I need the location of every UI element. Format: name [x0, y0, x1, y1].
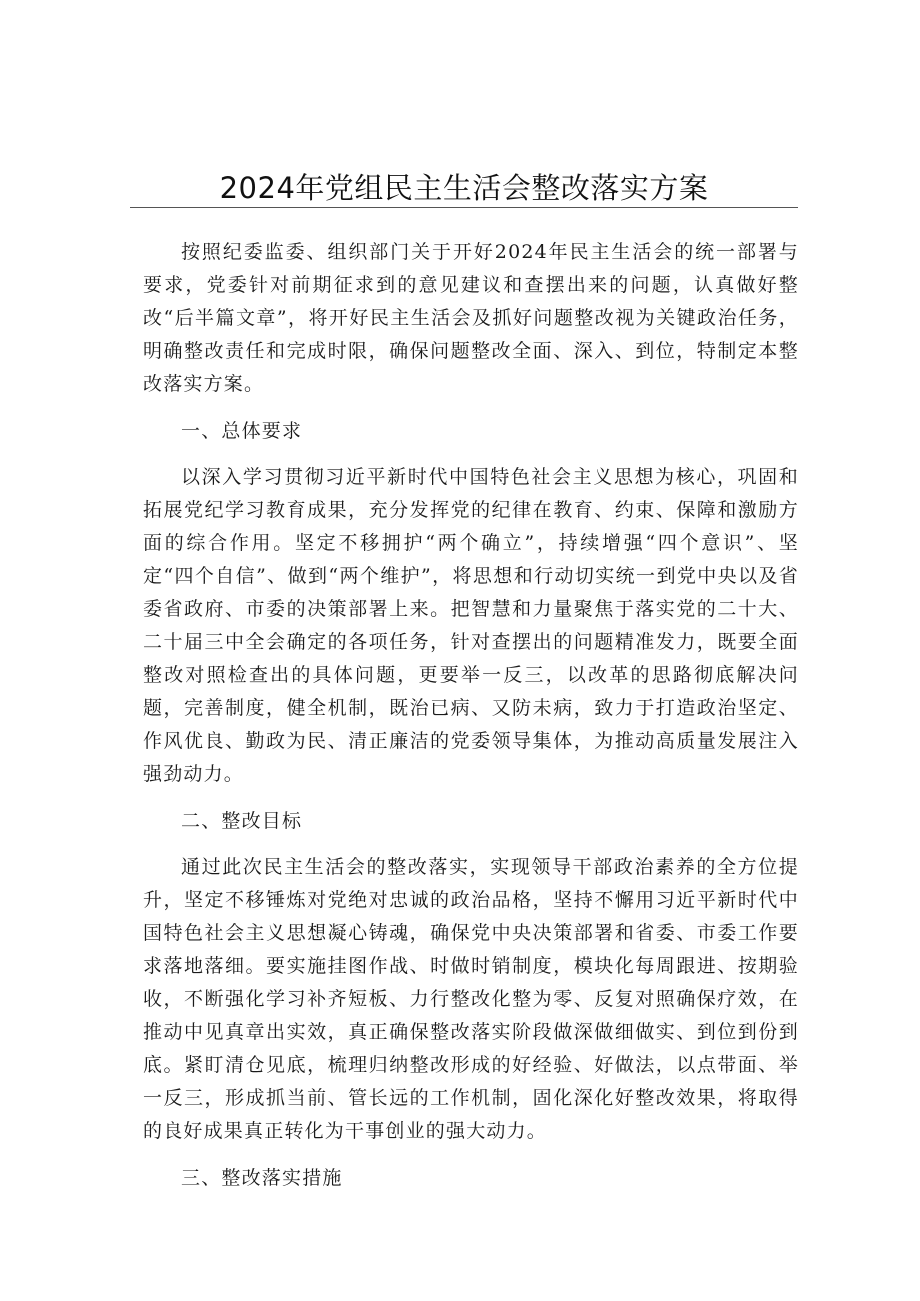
paragraph-spacer — [143, 1148, 799, 1162]
overall-requirements-paragraph: 以深入学习贯彻习近平新时代中国特色社会主义思想为核心，巩固和拓展党纪学习教育成果，充分发挥党的纪律在教育、约束、保障和激励方面的综合作用。坚定不移拥护“两个确立”，持续增强“四个意识”、坚定“四个自信”、做到“两个维护”，将思想和行动切实统一到党中央以及省委省政府、市委的决策部署上来。把智慧和力量聚焦于落实党的二十大、二十届三中全会确定的各项任务，针对查摆出的问题精准发力，既要全面整改对照检查出的具体问题，更要举一反三，以改革的思路彻底解决问题，完善制度，健全机制，既治已病、又防未病，致力于打造政治坚定、作风优良、勤政为民、清正廉洁的党委领导集体，为推动高质量发展注入强劲动力。 — [143, 466, 799, 785]
intro-paragraph: 按照纪委监委、组织部门关于开好2024年民主生活会的统一部署与要求，党委针对前期征求到的意见建议和查摆出来的问题，认真做好整改“后半篇文章”，将开好民主生活会及抓好问题整改视为关键政治任务，明确整改责任和完成时限，确保问题整改全面、深入、到位，特制定本整改落实方案。 — [143, 241, 799, 395]
title-underline — [130, 207, 798, 208]
document-title: 2024年党组民主生活会整改落实方案 — [219, 171, 709, 205]
section-heading-overall-requirements: 一、总体要求 — [181, 420, 303, 442]
paragraph-spacer — [143, 401, 799, 415]
heading-spacer — [143, 838, 799, 851]
rectification-goals-paragraph: 通过此次民主生活会的整改落实，实现领导干部政治素养的全方位提升，坚定不移锤炼对党绝对忠诚的政治品格，坚持不懈用习近平新时代中国特色社会主义思想凝心铸魂，确保党中央决策部署和省委、市委工作要求落地落细。要实施挂图作战、时做时销制度，模块化每周跟进、按期验收，不断强化学习补齐短板、力行整改化整为零、反复对照确保疗效，在推动中见真章出实效，真正确保整改落实阶段做深做细做实、到位到份到底。紧盯清仓见底，梳理归纳整改形成的好经验、好做法，以点带面、举一反三，形成抓当前、管长远的工作机制，固化深化好整改效果，将取得的良好成果真正转化为干事创业的强大动力。 — [143, 856, 799, 1142]
paragraph-spacer — [143, 791, 799, 805]
section-heading-implementation-measures: 三、整改落实措施 — [181, 1167, 343, 1189]
section-heading-rectification-goals: 二、整改目标 — [181, 810, 303, 832]
document-body — [143, 236, 799, 1195]
heading-spacer — [143, 448, 799, 461]
